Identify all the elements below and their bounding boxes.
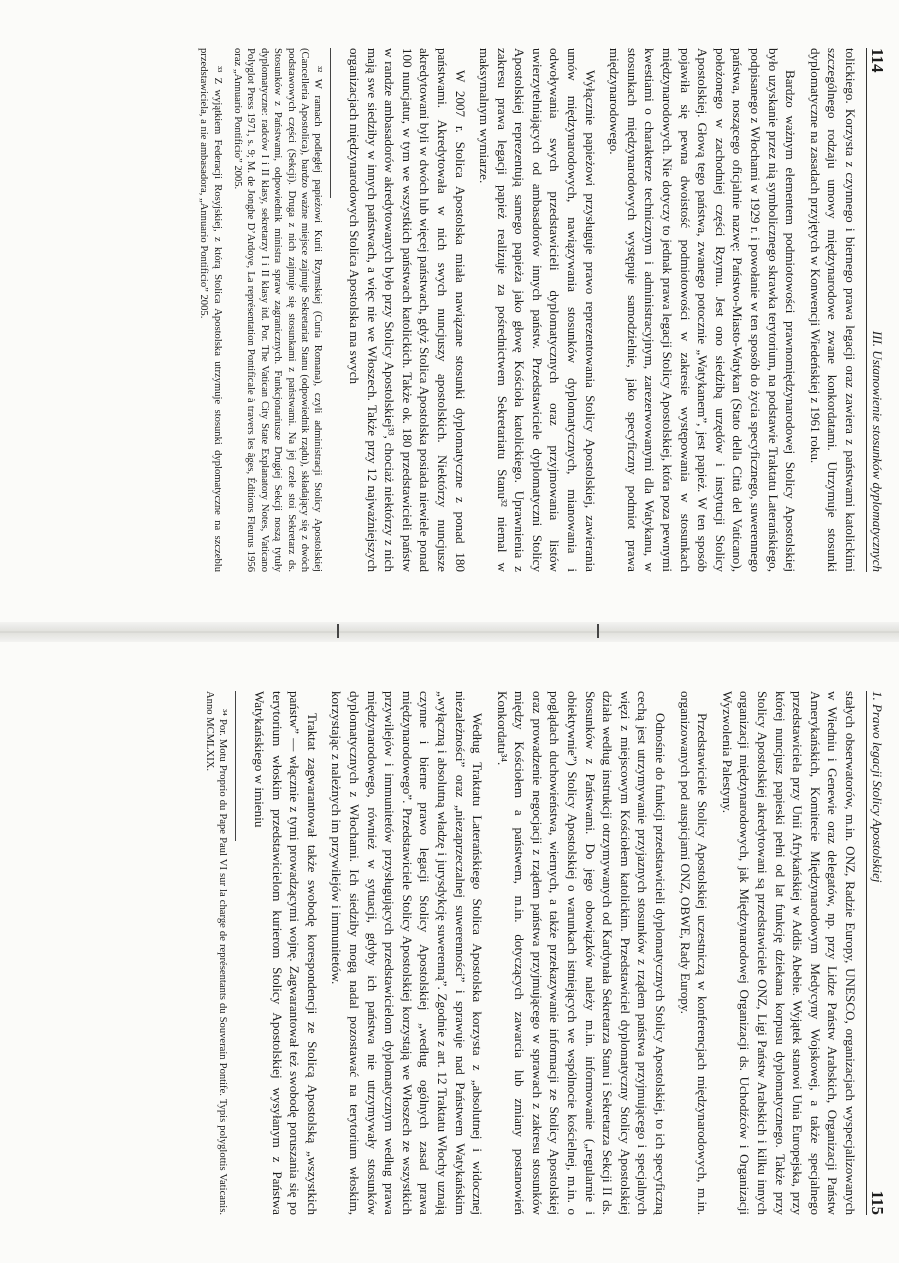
left-page-header bbox=[866, 48, 887, 572]
page-number: 114 bbox=[868, 48, 887, 73]
book-gutter bbox=[0, 622, 899, 642]
scan-mark bbox=[597, 624, 599, 638]
paragraph: Wyłącznie papieżowi przysługuje prawo reprezentowania Stolicy Apostolskiej, zawierania umów międzynarodowych, nawiązywania stosunków dyplomatycznych, mianowania i odwoływania swych przedstawicieli dyplomatycznych oraz przyjmowania listów uwierzytelniających od ambasadorów innych państw. Przedstawiciele dyplomatyczni Stolicy Apostolskiej reprezentują samego papieża jako głowę Kościoła katolickiego. Uprawnienia z zakresu prawa legacji papież realizuje za pośrednictwem Sekretariatu Stanu³² niemal w maksymalnym wymiarze. bbox=[477, 48, 598, 572]
paragraph: stałych obserwatorów, m.in. ONZ, Radzie Europy, UNESCO, organizacjach wyspecjalizowanych w Wiedniu i Genewie oraz delegatów, np. przy Lidze Państw Arabskich, Organizacji Państw Amerykańskich, Komitecie Międzynarodowym Medycyny Wojskowej, a także specjalnego przedstawiciela przy Unii Afrykańskiej w Addis Abebie. Wyjątek stanowi Unia Europejska, przy której nuncjusz papieski pełni od lat funkcję dziekana korpusu dyplomatycznego. Także przy Stolicy Apostolskiej akredytowani są przedstawiciele ONZ, Ligi Państw Arabskich i kilku innych organizacji międzynarodowych, jak Międzynarodowej Organizacji ds. Uchodźców i Organizacji Wyzwolenia Palestyny. bbox=[719, 691, 858, 1215]
running-head: 1. Prawo legacji Stolicy Apostolskiej bbox=[870, 691, 885, 883]
paragraph: tolickiego. Korzysta z czynnego i biernego prawa legacji oraz zawiera z państwami katolickimi szczególnego rodzaju umowy międzynarodowe zwane konkordatami. Utrzymuje stosunki dyplomatyczne na zasadach przyjętych w Konwencji Wiedeńskiej z 1961 roku. bbox=[807, 48, 858, 572]
paragraph: Bardzo ważnym elementem podmiotowości prawnomiędzynarodowej Stolicy Apostolskiej było uzyskanie przez nią symbolicznego skrawka terytorium, na podstawie Traktatu Laterańskiego, podpisanego z Włochami w 1929 r. i powołanie w ten sposób do życia specyficznego, suwerennego państwa, noszącego oficjalnie nazwę: Państwo-Miasto-Watykan (Stato della Città del Vaticano), położonego w zachodniej części Rzymu. Jest ono siedzibą urzędów i instytucji Stolicy Apostolskiej. Głową tego państwa, zwanego potocznie „Watykanem”, jest papież. W ten sposób pojawiła się pewna dwoistość podmiotowości w zakresie występowania w stosunkach międzynarodowych. Nie dotyczy to jednak prawa legacji Stolicy Apostolskiej, która poza pewnymi kwestiami o charakterze technicznym i administracyjnym, zarezerwowanymi dla Watykanu, w stosunkach międzynarodowych występuje samodzielnie, jako specyficzny podmiot prawa międzynarodowego. bbox=[607, 48, 799, 572]
left-page-body bbox=[197, 48, 859, 572]
scan-mark bbox=[337, 624, 339, 638]
right-page-body bbox=[203, 691, 859, 1215]
paragraph: Przedstawiciele Stolicy Apostolskiej uczestniczą w konferencjach międzynarodowych, m.in. organizowanych pod auspicjami ONZ, OBWE, Rady Europy. bbox=[677, 691, 711, 1215]
paragraph: Traktat zagwarantował także swobodę korespondencji ze Stolicą Apostolską „wszystkich państw” — włącznie z tymi prowadzącymi wojnę. Zagwarantował też swobodę poruszania się po terytorium włoskim przedstawicielom kurierom Stolicy Apostolskiej wysyłanym z Państwa Watykańskiego w imieniu bbox=[252, 691, 320, 1215]
footnote-divider bbox=[235, 691, 236, 841]
page-number: 115 bbox=[868, 1190, 887, 1215]
paragraph: W 2007 r. Stolica Apostolska miała nawiązane stosunki dyplomatyczne z ponad 180 państwami. Akredytowała w nich swych nuncjuszy apostolskich. Niektórzy nuncjusze akredytowani byli w dwóch lub więcej państwach, gdyż Stolica Apostolska posiada niewiele ponad 100 nuncjatur, w tym we wszystkich państwach katolickich. Także ok. 180 przedstawicieli państw w randze ambasadorów akredytowanych było przy Stolicy Apostolskiej³³, chociaż niektórzy z nich mają swe siedziby w innych państwach, a więc nie we Włoszech. Także przy 12 najważniejszych organizacjach międzynarodowych Stolica Apostolska ma swych bbox=[346, 48, 468, 572]
footnote: ³³ Z wyjątkiem Federacji Rosyjskiej, z którą Stolica Apostolska utrzymuje stosunki dyplomatyczne na szczeblu przedstawiciela, a nie ambasadora, „Annuario Pontificio” 2005. bbox=[198, 48, 223, 572]
right-page bbox=[0, 643, 899, 1263]
footnotes bbox=[197, 48, 325, 572]
footnote-divider bbox=[330, 48, 331, 198]
footnote: ³⁴ Por. Motu Proprio du Pape Paul VI sur la charge de représentants du Souverain Pontife. Typis polyglottis Vaticanis. Anno MCMLXIX. bbox=[204, 691, 229, 1215]
right-page-header bbox=[866, 691, 887, 1215]
paragraph: Według Traktatu Laterańskiego Stolica Apostolska korzysta z „absolutnej i widocznej niezależności” oraz „niezaprzeczalnej suwerenności” i sprawuje nad Państwem Watykańskim „wyłączną i absolutną władzę i jurysdykcję suwerenną”. Zgodnie z art. 12 Traktatu Włochy uznają czynne i bierne prawo legacji Stolicy Apostolskiej „według ogólnych zasad prawa międzynarodowego”. Przedstawiciele Stolicy Apostolskiej korzystają we Włoszech ze wszystkich przywilejów i immunitetów przysługujących przedstawicielom dyplomatycznym według prawa międzynarodowego, również w sytuacji, gdyby ich państwa nie utrzymywały stosunków dyplomatycznych z Włochami. Ich siedziby mogą nadal pozostawać na terytorium włoskim, korzystając z należnych im przywilejów i immunitetów. bbox=[329, 691, 486, 1215]
left-page bbox=[0, 0, 899, 620]
footnotes bbox=[203, 691, 230, 1215]
running-head: III. Ustanowienie stosunków dyplomatycznych bbox=[870, 330, 885, 572]
footnote: ³² W ramach podległej papieżowi Kurii Rzymskiej (Curia Romana), czyli administracji Stolicy Apostolskiej (Cancelleria Apostolica), bardzo ważne miejsce zajmuje Sekretariat Stanu (odpowiednik rządu), składający się z dwóch podstawowych części (Sekcji). Druga z nich zajmuje się stosunkami z państwami. Na jej czele stoi Sekretarz ds. Stosunków z Państwami, odpowiednik ministra spraw zagranicznych. Funkcjonariusze Drugiej Sekcji noszą tytuły dyplomatyczne: radców I i II klasy, sekretarzy I i II klasy itd. Por. The Vatican City State Explanatory Notes, Vaticano Polyglot Press 1971, s. 9; M. de Jonghe D’Ardoye, La représentation Pontificale à travers les âges, Éditions Fleurus 1956 oraz „Annuario Pontificio” 2005. bbox=[231, 48, 324, 572]
paragraph: Odnośnie do funkcji przedstawicieli dyplomatycznych Stolicy Apostolskiej, to ich specyficzną cechą jest utrzymywanie przyjaznych stosunków z rządem państwa przyjmującego i specjalnych więzi z miejscowym Kościołem katolickim. Przedstawiciel dyplomatyczny Stolicy Apostolskiej działa według instrukcji otrzymywanych od Kardynała Sekretarza Stanu i Sekretarza Sekcji II ds. Stosunków z Państwami. Do jego obowiązków należy m.in. informowanie („regularnie i obiektywnie”) Stolicy Apostolskiej o warunkach istniejących we wspólnocie kościelnej, m.in. o poglądach duchowieństwa, wiernych, a także przekazywanie informacji ze Stolicy Apostolskiej oraz prowadzenie negocjacji z rządem państwa przyjmującego w sprawach z zakresu stosunków między Kościołem a państwem, m.in. dotyczących zawarcia lub zmiany postanowień Konkordatu³⁴. bbox=[494, 691, 669, 1215]
